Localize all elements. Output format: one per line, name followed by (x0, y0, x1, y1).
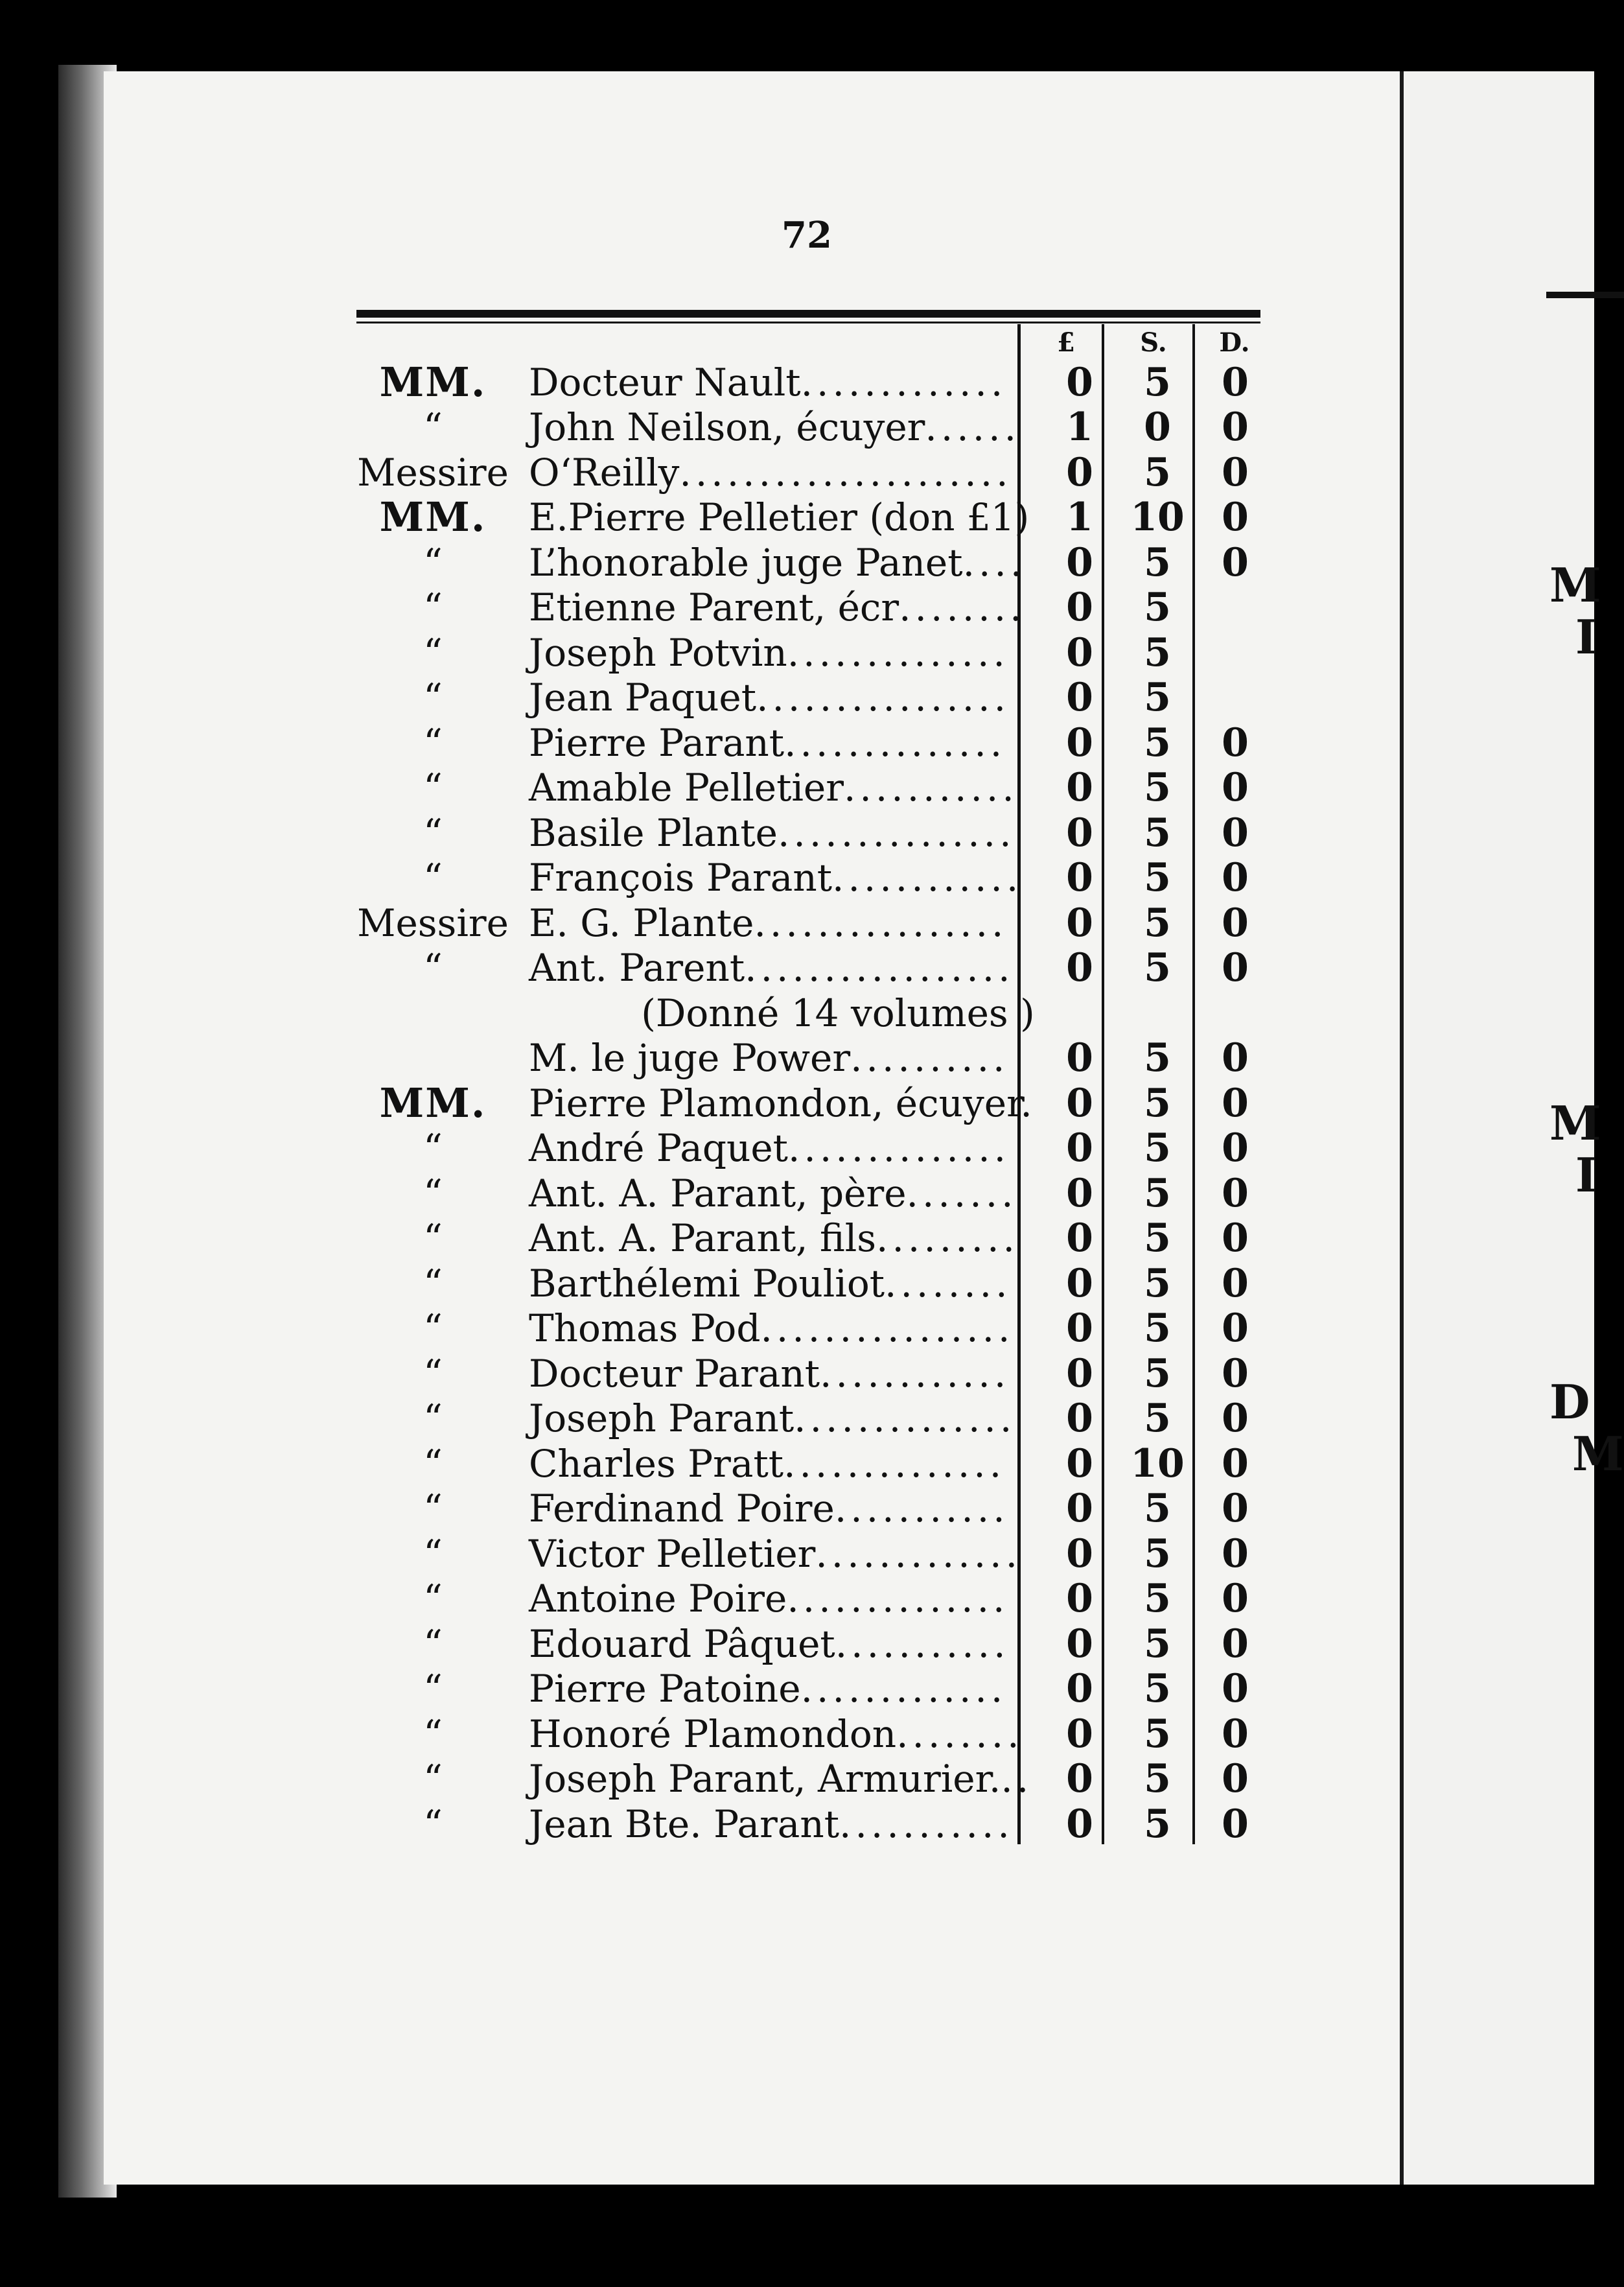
dot-leader: ................ (756, 675, 1010, 720)
dot-leader: .............. (783, 1441, 1006, 1486)
table-row (350, 1261, 1274, 1306)
shillings-value: 5 (1144, 449, 1171, 495)
entry-name (516, 405, 1041, 451)
pence-value: 0 (1222, 449, 1249, 495)
shillings-value: 5 (1144, 1035, 1171, 1081)
entry-name (516, 1261, 1041, 1306)
pounds-value: 0 (1066, 1396, 1093, 1442)
entry-prefix: “ (423, 1351, 443, 1396)
entry-name-text: Ferdinand Poire (529, 1486, 835, 1531)
pounds-value: 0 (1066, 585, 1093, 631)
facing-page-edge (1400, 71, 1624, 2185)
pounds-value: 0 (1066, 1350, 1093, 1396)
entry-name-text: Pierre Parant (529, 720, 785, 765)
shillings-value: 5 (1144, 1396, 1171, 1442)
entry-name (516, 1577, 1041, 1622)
pence-value: 0 (1222, 1666, 1249, 1712)
table-row (350, 1441, 1274, 1486)
pence-value: 0 (1222, 1396, 1249, 1442)
pence-value: 0 (1222, 1711, 1249, 1757)
header-rule (356, 310, 1260, 318)
entry-name (516, 766, 1041, 811)
entry-name (516, 1081, 1041, 1126)
pounds-value: 0 (1066, 1486, 1093, 1532)
table-row (350, 810, 1274, 856)
pounds-value: 0 (1066, 1260, 1093, 1306)
entry-name (516, 1306, 1041, 1352)
pounds-value: 0 (1066, 1711, 1093, 1757)
pounds-value: 0 (1066, 765, 1093, 811)
entry-name (516, 1351, 1041, 1396)
shillings-column-header: S. (1140, 327, 1167, 358)
entry-name-text: Ant. Parent (529, 946, 745, 991)
shillings-value: 5 (1144, 900, 1171, 946)
shillings-value: 0 (1144, 405, 1171, 451)
entry-name (516, 585, 1041, 631)
pounds-value: 0 (1066, 855, 1093, 901)
table-row (350, 720, 1274, 766)
dot-leader: ............. (815, 1531, 1022, 1576)
entry-name-text: François Parant (529, 856, 833, 900)
pounds-value: 0 (1066, 449, 1093, 495)
pence-value: 0 (1222, 1260, 1249, 1306)
pounds-value: 0 (1066, 1531, 1093, 1577)
pence-value (1196, 675, 1274, 721)
entry-name (516, 1441, 1041, 1486)
table-row (350, 1036, 1274, 1081)
pence-value: 0 (1222, 539, 1249, 585)
table-row (350, 675, 1274, 721)
facing-page-fragment: I (1575, 1147, 1597, 1202)
entry-name-text: M. le juge Power (529, 1036, 851, 1081)
entry-prefix: “ (423, 585, 443, 630)
dot-leader: ..................... (679, 450, 1012, 495)
dot-leader: .............. (787, 1577, 1009, 1621)
table-row (350, 585, 1274, 631)
entry-prefix: Messire (357, 450, 509, 495)
pounds-value: 0 (1066, 629, 1093, 675)
entry-prefix: MM. (379, 493, 487, 541)
pence-value: 0 (1222, 1440, 1249, 1486)
pence-value: 0 (1222, 900, 1249, 946)
entry-prefix: “ (423, 1531, 443, 1576)
pounds-value: 0 (1066, 1666, 1093, 1712)
pence-value (1196, 630, 1274, 675)
entry-name-text: Joseph Parant (529, 1396, 795, 1441)
dot-leader: ........ (896, 1711, 1023, 1756)
entry-name (516, 1531, 1041, 1577)
pounds-value: 0 (1066, 1170, 1093, 1216)
pounds-value: 0 (1066, 1621, 1093, 1667)
entry-name-text: Pierre Plamondon, écuyer. (529, 1081, 1032, 1125)
entry-name-text: Basile Plante (529, 810, 778, 855)
pence-value: 0 (1222, 1801, 1249, 1847)
entry-name (516, 946, 1041, 991)
dot-leader: ........... (835, 1621, 1010, 1666)
dot-leader: ............ (820, 1351, 1010, 1396)
entry-prefix: “ (423, 1261, 443, 1306)
shillings-value: 5 (1144, 810, 1171, 856)
entry-prefix: “ (423, 1757, 443, 1801)
shillings-value: 5 (1144, 359, 1171, 405)
pence-value: 0 (1222, 1486, 1249, 1532)
pence-value: 0 (1222, 1576, 1249, 1622)
table-row (350, 1757, 1274, 1802)
pounds-value: 0 (1066, 1801, 1093, 1847)
dot-leader: .... (962, 540, 1027, 585)
entry-name-text: André Paquet (529, 1126, 788, 1171)
entry-name-text: L’honorable juge Panet (529, 540, 963, 585)
entry-name-text: E. G. Plante (529, 900, 754, 945)
pounds-value: 0 (1066, 1080, 1093, 1126)
dot-leader: ........ (885, 1261, 1012, 1306)
table-row (350, 540, 1274, 585)
table-row (350, 1396, 1274, 1442)
pence-value: 0 (1222, 945, 1249, 991)
entry-name-text: Joseph Potvin (529, 630, 787, 675)
shillings-value: 5 (1144, 1756, 1171, 1802)
shillings-value: 5 (1144, 539, 1171, 585)
table-row (350, 946, 1274, 991)
pence-value: 0 (1222, 1215, 1249, 1261)
pounds-value: 0 (1066, 1215, 1093, 1261)
shillings-value: 5 (1144, 1576, 1171, 1622)
shillings-value: 5 (1144, 1350, 1171, 1396)
entry-prefix: “ (423, 1667, 443, 1711)
shillings-value: 5 (1144, 1486, 1171, 1532)
subscription-ledger (350, 360, 1274, 1847)
page-number: 72 (782, 214, 832, 257)
entry-prefix: “ (423, 675, 443, 720)
facing-page-rule (1546, 292, 1624, 298)
entry-name-text: Joseph Parant, Armurier. (529, 1757, 1001, 1801)
shillings-value: 5 (1144, 1621, 1171, 1667)
pence-value: 0 (1222, 810, 1249, 856)
table-row (350, 1531, 1274, 1577)
ledger-note: (Donné 14 volumes ) (641, 991, 1035, 1035)
entry-name-text: John Neilson, écuyer (529, 405, 925, 450)
entry-name-text: Antoine Poire (529, 1577, 787, 1621)
table-row (350, 1081, 1274, 1126)
dot-leader: ............. (800, 360, 1007, 405)
entry-name (516, 1801, 1041, 1847)
entry-name-text: E.Pierre Pelletier (don £1) (529, 495, 1030, 540)
table-row (350, 1711, 1274, 1757)
dot-leader: ............... (777, 810, 1015, 855)
dot-leader: ................ (760, 1306, 1014, 1351)
entry-name-text: Jean Paquet (529, 675, 757, 720)
pounds-value: 0 (1066, 1125, 1093, 1171)
table-row (350, 1216, 1274, 1261)
pounds-value: 0 (1066, 810, 1093, 856)
dot-leader: ........... (843, 766, 1018, 810)
table-row (350, 450, 1274, 495)
shillings-value: 5 (1144, 855, 1171, 901)
entry-name (516, 1757, 1041, 1802)
dot-leader: ...... (925, 405, 1021, 450)
entry-name (516, 856, 1041, 901)
pence-value: 0 (1222, 1531, 1249, 1577)
entry-prefix: “ (423, 720, 443, 765)
pounds-value: 0 (1066, 359, 1093, 405)
entry-prefix: “ (423, 766, 443, 810)
shillings-value: 5 (1144, 1531, 1171, 1577)
pence-value: 0 (1222, 1756, 1249, 1802)
table-row (350, 630, 1274, 675)
pounds-value: 0 (1066, 945, 1093, 991)
entry-name (516, 675, 1041, 721)
entry-prefix: “ (423, 810, 443, 855)
table-row (350, 900, 1274, 946)
entry-name (516, 450, 1041, 495)
entry-name (516, 540, 1041, 585)
entry-name-text: Etienne Parent, écr (529, 585, 899, 630)
header-rule-thin (356, 322, 1260, 323)
dot-leader: ....... (906, 1171, 1017, 1215)
pounds-value: 0 (1066, 720, 1093, 766)
shillings-value: 5 (1144, 945, 1171, 991)
pence-value: 0 (1222, 765, 1249, 811)
table-row (350, 1126, 1274, 1171)
entry-name (516, 1667, 1041, 1712)
pence-value: 0 (1222, 495, 1249, 541)
pence-value: 0 (1222, 1125, 1249, 1171)
pounds-value: 0 (1066, 1576, 1093, 1622)
shillings-value: 5 (1144, 1711, 1171, 1757)
dot-leader: ............ (832, 856, 1023, 900)
pounds-value: 0 (1066, 1440, 1093, 1486)
pence-value: 0 (1222, 359, 1249, 405)
entry-prefix: “ (423, 1441, 443, 1486)
entry-name (516, 810, 1041, 856)
entry-name (516, 1171, 1041, 1216)
table-row (350, 495, 1274, 541)
pounds-value: 0 (1066, 900, 1093, 946)
dot-leader: .............. (787, 630, 1009, 675)
entry-prefix: Messire (357, 900, 509, 945)
entry-name-text: Honoré Plamondon (529, 1711, 897, 1756)
shillings-value: 5 (1144, 1260, 1171, 1306)
dot-leader: ......... (876, 1216, 1019, 1261)
dot-leader: .......... (850, 1036, 1009, 1081)
table-row (350, 1351, 1274, 1396)
dot-leader: ............. (800, 1667, 1007, 1711)
table-row (350, 1577, 1274, 1622)
entry-name (516, 495, 1041, 541)
entry-name-text: Docteur Parant (529, 1351, 820, 1396)
dot-leader: .............. (784, 720, 1006, 765)
entry-name-text: Charles Pratt (529, 1441, 784, 1486)
pence-value: 0 (1222, 855, 1249, 901)
dot-leader: .. (1001, 1757, 1033, 1801)
shillings-value: 5 (1144, 765, 1171, 811)
entry-name (516, 900, 1041, 946)
entry-prefix: MM. (379, 358, 487, 406)
entry-name (516, 1036, 1041, 1081)
table-row (350, 856, 1274, 901)
entry-name (516, 1396, 1041, 1442)
entry-prefix: “ (423, 405, 443, 450)
entry-name (516, 1216, 1041, 1261)
table-row (350, 360, 1274, 405)
entry-name-text: Edouard Pâquet (529, 1621, 835, 1666)
pence-value: 0 (1222, 1306, 1249, 1352)
entry-prefix: “ (423, 1711, 443, 1756)
facing-page-fragment: M (1549, 557, 1601, 613)
entry-prefix: “ (423, 946, 443, 991)
entry-name (516, 1621, 1041, 1667)
entry-name-text: Jean Bte. Parant (529, 1801, 840, 1846)
entry-prefix: “ (423, 1126, 443, 1171)
entry-name-text: Ant. A. Parant, fils (529, 1216, 877, 1261)
pounds-value: 1 (1066, 405, 1093, 451)
entry-name (516, 360, 1041, 405)
entry-name-text: Ant. A. Parant, père (529, 1171, 907, 1215)
entry-prefix: “ (423, 1621, 443, 1666)
entry-prefix (350, 1036, 516, 1081)
pounds-column-header: £ (1057, 327, 1075, 358)
shillings-value: 5 (1144, 585, 1171, 631)
pounds-value: 0 (1066, 539, 1093, 585)
pence-value: 0 (1222, 1170, 1249, 1216)
entry-name (516, 1486, 1041, 1532)
pence-value: 0 (1222, 1035, 1249, 1081)
entry-prefix: “ (423, 1216, 443, 1261)
shillings-value: 5 (1144, 1666, 1171, 1712)
dot-leader: .............. (787, 1126, 1010, 1171)
dot-leader: ........... (839, 1801, 1014, 1846)
shillings-value: 5 (1144, 629, 1171, 675)
entry-name (516, 630, 1041, 675)
dot-leader: ........... (834, 1486, 1009, 1531)
pence-value: 0 (1222, 720, 1249, 766)
entry-name (516, 1711, 1041, 1757)
pence-value: 0 (1222, 405, 1249, 451)
table-row (350, 1801, 1274, 1847)
entry-prefix: “ (423, 1801, 443, 1846)
entry-prefix: “ (423, 856, 443, 900)
pounds-value: 0 (1066, 1756, 1093, 1802)
dot-leader: ................ (754, 900, 1008, 945)
pounds-value: 1 (1066, 495, 1093, 541)
facing-page-fragment: I (1575, 609, 1597, 664)
pounds-value: 0 (1066, 1306, 1093, 1352)
shillings-value: 5 (1144, 1170, 1171, 1216)
pence-value: 0 (1222, 1350, 1249, 1396)
table-row (350, 405, 1274, 451)
entry-prefix: “ (423, 1306, 443, 1351)
entry-prefix: “ (423, 1171, 443, 1215)
entry-prefix: MM. (379, 1079, 487, 1127)
entry-name-text: Thomas Pod (529, 1306, 761, 1351)
facing-page-fragment: M (1549, 1096, 1601, 1151)
entry-name-text: Docteur Nault (529, 360, 801, 405)
facing-page-fragment: M (1572, 1426, 1624, 1481)
entry-name-text: Pierre Patoine (529, 1667, 801, 1711)
entry-name-text: Amable Pelletier (529, 766, 844, 810)
shillings-value: 5 (1144, 675, 1171, 721)
entry-prefix: “ (423, 1486, 443, 1531)
pence-value: 0 (1222, 1080, 1249, 1126)
table-row (350, 1667, 1274, 1712)
shillings-value: 5 (1144, 1801, 1171, 1847)
table-row (350, 766, 1274, 811)
entry-prefix: “ (423, 630, 443, 675)
entry-name (516, 1126, 1041, 1171)
entry-name (516, 720, 1041, 766)
entry-prefix: “ (423, 1577, 443, 1621)
shillings-value: 5 (1144, 1080, 1171, 1126)
shillings-value: 10 (1130, 1440, 1185, 1486)
pence-value (1196, 585, 1274, 631)
pounds-value: 0 (1066, 675, 1093, 721)
facing-page-fragment: D (1549, 1374, 1590, 1429)
shillings-value: 10 (1130, 495, 1185, 541)
table-row (350, 991, 1274, 1036)
entry-prefix: “ (423, 540, 443, 585)
table-row (350, 1306, 1274, 1352)
dot-leader: ................. (745, 946, 1014, 991)
table-row (350, 1486, 1274, 1532)
shillings-value: 5 (1144, 720, 1171, 766)
pence-value: 0 (1222, 1621, 1249, 1667)
table-row (350, 1171, 1274, 1216)
entry-prefix: “ (423, 1396, 443, 1441)
shillings-value: 5 (1144, 1125, 1171, 1171)
shillings-value: 5 (1144, 1306, 1171, 1352)
dot-leader: ........ (899, 585, 1026, 630)
shillings-value: 5 (1144, 1215, 1171, 1261)
dot-leader: .............. (794, 1396, 1016, 1441)
pounds-value: 0 (1066, 1035, 1093, 1081)
table-row (350, 1621, 1274, 1667)
entry-name-text: O‘Reilly (529, 450, 680, 495)
pence-column-header: D. (1219, 327, 1250, 358)
entry-name-text: Victor Pelletier (529, 1531, 816, 1576)
entry-name-text: Barthélemi Pouliot (529, 1261, 885, 1306)
